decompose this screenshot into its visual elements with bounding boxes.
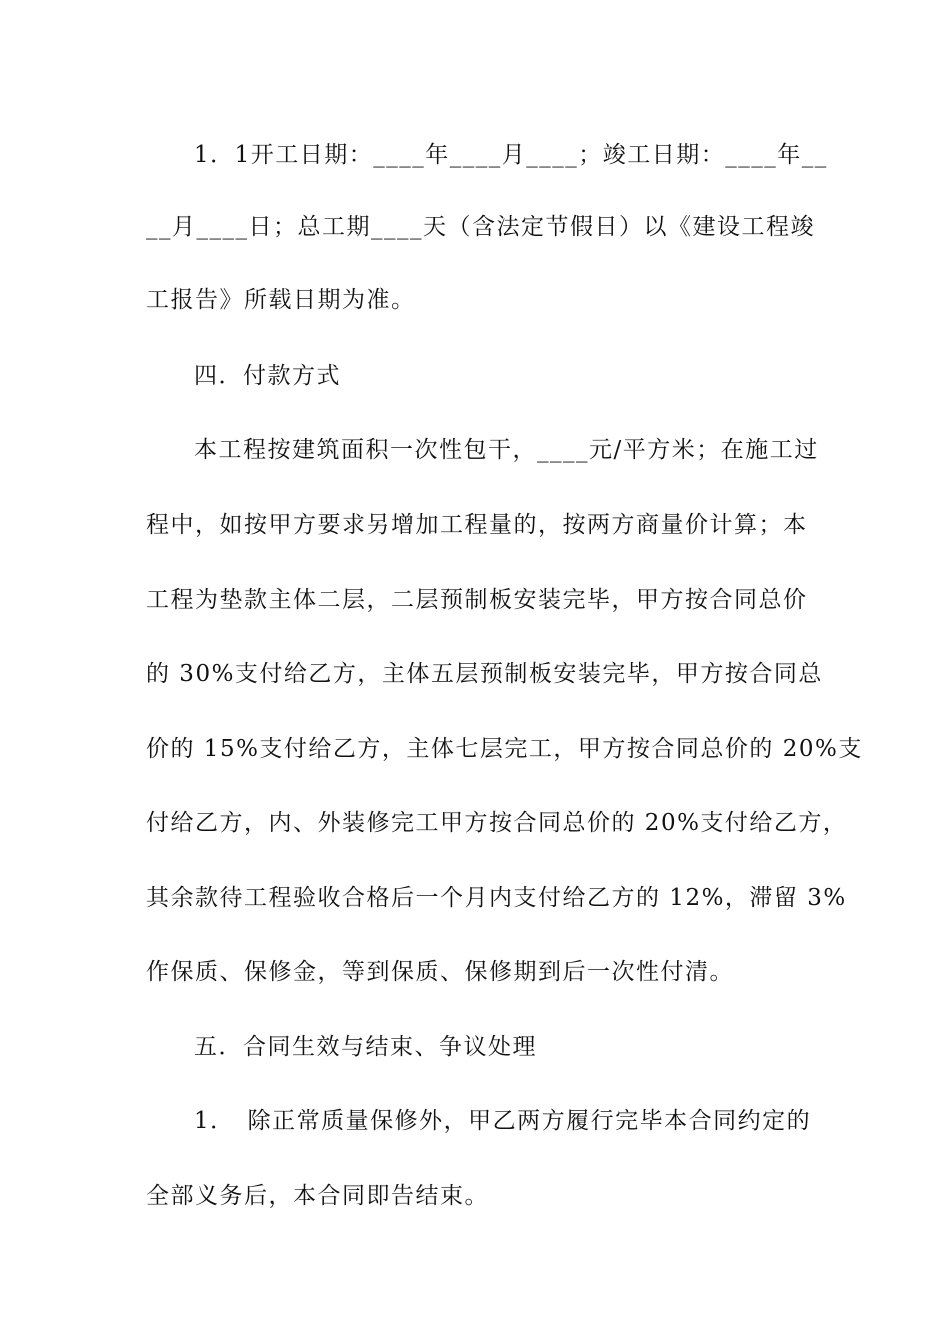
- payment-paragraph-line-8: 作保质、保修金，等到保质、保修期到后一次性付清。: [146, 959, 734, 985]
- payment-paragraph-line-1: 本工程按建筑面积一次性包干，____元/平方米；在施工过: [194, 437, 819, 463]
- payment-paragraph-line-3: 工程为垫款主体二层，二层预制板安装完毕，甲方按合同总价: [146, 587, 808, 613]
- section-4-heading: 四．付款方式: [194, 363, 341, 389]
- clause-5-1-line-2: 全部义务后，本合同即告结束。: [146, 1183, 489, 1209]
- clause-1-1-line-2: __月____日；总工期____天（含法定节假日）以《建设工程竣: [146, 214, 815, 240]
- section-5-heading: 五．合同生效与结束、争议处理: [194, 1034, 537, 1060]
- payment-paragraph-line-2: 程中，如按甲方要求另增加工程量的，按两方商量价计算；本: [146, 512, 808, 538]
- clause-5-1-line-1: 1． 除正常质量保修外，甲乙两方履行完毕本合同约定的: [194, 1108, 812, 1134]
- payment-paragraph-line-5: 价的 15%支付给乙方，主体七层完工，甲方按合同总价的 20%支: [146, 736, 863, 762]
- payment-paragraph-line-6: 付给乙方，内、外装修完工甲方按合同总价的 20%支付给乙方，: [146, 810, 848, 836]
- clause-1-1-line-1: 1．1开工日期：____年____月____；竣工日期：____年__: [194, 142, 828, 168]
- payment-paragraph-line-7: 其余款待工程验收合格后一个月内支付给乙方的 12%，滞留 3%: [146, 885, 847, 911]
- payment-paragraph-line-4: 的 30%支付给乙方，主体五层预制板安装完毕，甲方按合同总: [146, 661, 823, 687]
- clause-1-1-line-3: 工报告》所载日期为准。: [146, 287, 416, 313]
